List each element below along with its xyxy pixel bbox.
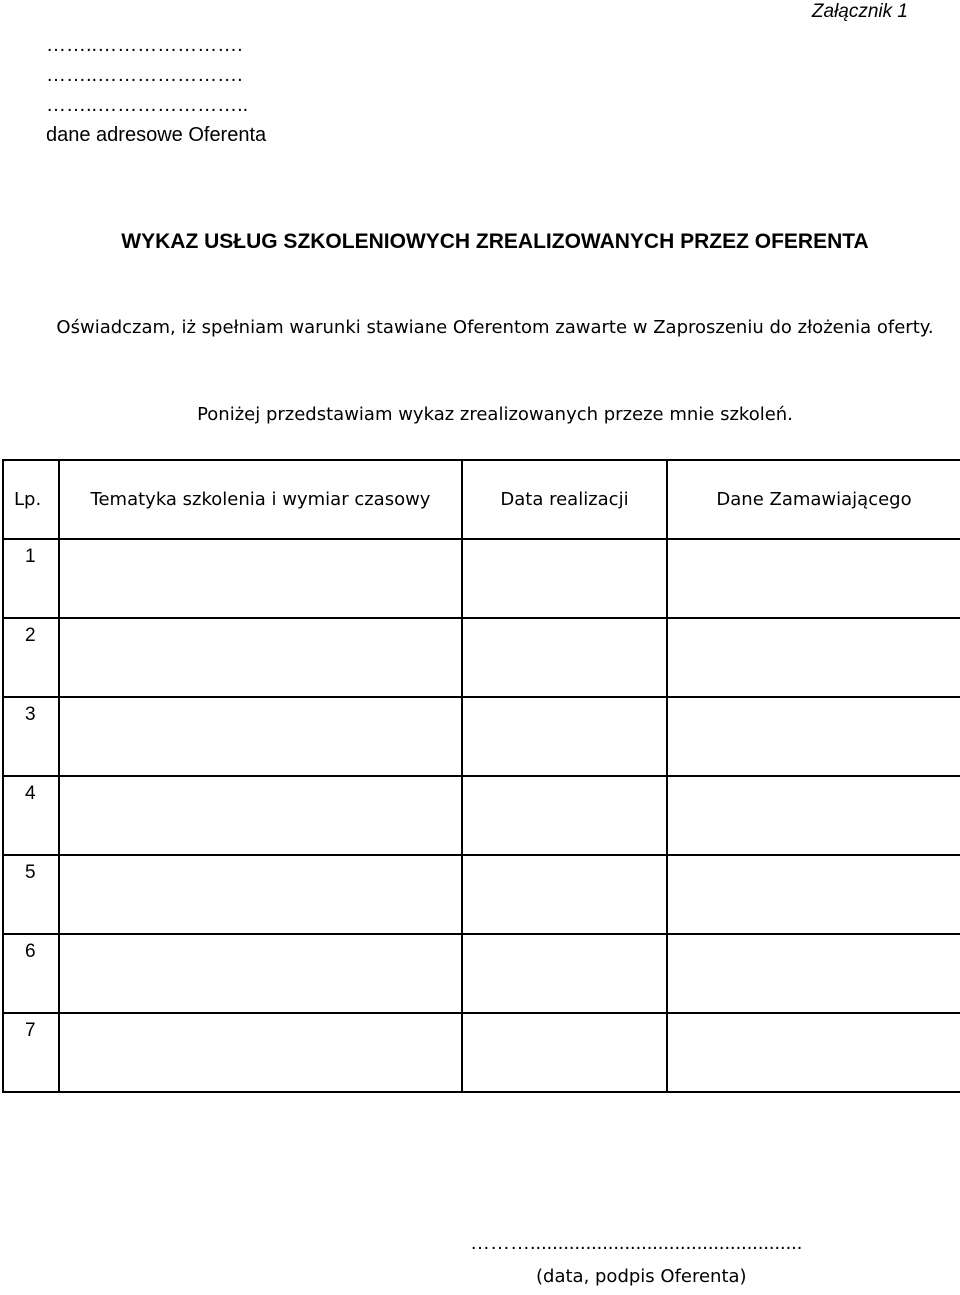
- client-cell[interactable]: [667, 697, 960, 776]
- row-number: 3: [3, 697, 59, 776]
- signature-line: ……….................................................: [470, 1232, 803, 1254]
- date-cell[interactable]: [462, 934, 667, 1013]
- statement-text: Oświadczam, iż spełniam warunki stawiane Oferentom zawarte w Zaproszeniu do złożenia oferty.: [56, 317, 934, 338]
- signature-caption: (data, podpis Oferenta): [536, 1266, 747, 1287]
- date-cell[interactable]: [462, 618, 667, 697]
- table-row: [3, 1013, 960, 1092]
- table-row: [3, 934, 960, 1013]
- row-number: 2: [3, 618, 59, 697]
- topic-cell[interactable]: [59, 855, 462, 934]
- row-number: 1: [3, 539, 59, 618]
- table-header-row: [3, 460, 960, 539]
- client-cell[interactable]: [667, 618, 960, 697]
- row-number: 7: [3, 1013, 59, 1092]
- date-cell[interactable]: [462, 1013, 667, 1092]
- row-number: 4: [3, 776, 59, 855]
- topic-cell[interactable]: [59, 1013, 462, 1092]
- address-caption: dane adresowe Oferenta: [46, 124, 267, 146]
- attachment-label: Załącznik 1: [811, 1, 908, 22]
- table-row: [3, 776, 960, 855]
- table-row: [3, 697, 960, 776]
- row-number: 5: [3, 855, 59, 934]
- client-cell[interactable]: [667, 539, 960, 618]
- services-table: [2, 459, 960, 1093]
- date-cell[interactable]: [462, 697, 667, 776]
- address-line: ……..………………….: [46, 64, 243, 86]
- client-cell[interactable]: [667, 776, 960, 855]
- table-row: [3, 618, 960, 697]
- topic-cell[interactable]: [59, 776, 462, 855]
- header-topic: Tematyka szkolenia i wymiar czasowy: [59, 460, 462, 539]
- client-cell[interactable]: [667, 1013, 960, 1092]
- header-client: Dane Zamawiającego: [667, 460, 960, 539]
- date-cell[interactable]: [462, 539, 667, 618]
- table-row: [3, 539, 960, 618]
- date-cell[interactable]: [462, 776, 667, 855]
- address-line: ……..………………….: [46, 34, 243, 56]
- row-number: 6: [3, 934, 59, 1013]
- date-cell[interactable]: [462, 855, 667, 934]
- intro-text: Poniżej przedstawiam wykaz zrealizowanych przeze mnie szkoleń.: [197, 404, 793, 425]
- client-cell[interactable]: [667, 934, 960, 1013]
- document-title: WYKAZ USŁUG SZKOLENIOWYCH ZREALIZOWANYCH PRZEZ OFERENTA: [121, 230, 869, 253]
- topic-cell[interactable]: [59, 697, 462, 776]
- address-block: [46, 30, 266, 150]
- header-date: Data realizacji: [462, 460, 667, 539]
- header-lp: Lp.: [3, 460, 59, 539]
- topic-cell[interactable]: [59, 934, 462, 1013]
- topic-cell[interactable]: [59, 539, 462, 618]
- address-line: ……..…………………..: [46, 94, 249, 116]
- topic-cell[interactable]: [59, 618, 462, 697]
- table-row: [3, 855, 960, 934]
- client-cell[interactable]: [667, 855, 960, 934]
